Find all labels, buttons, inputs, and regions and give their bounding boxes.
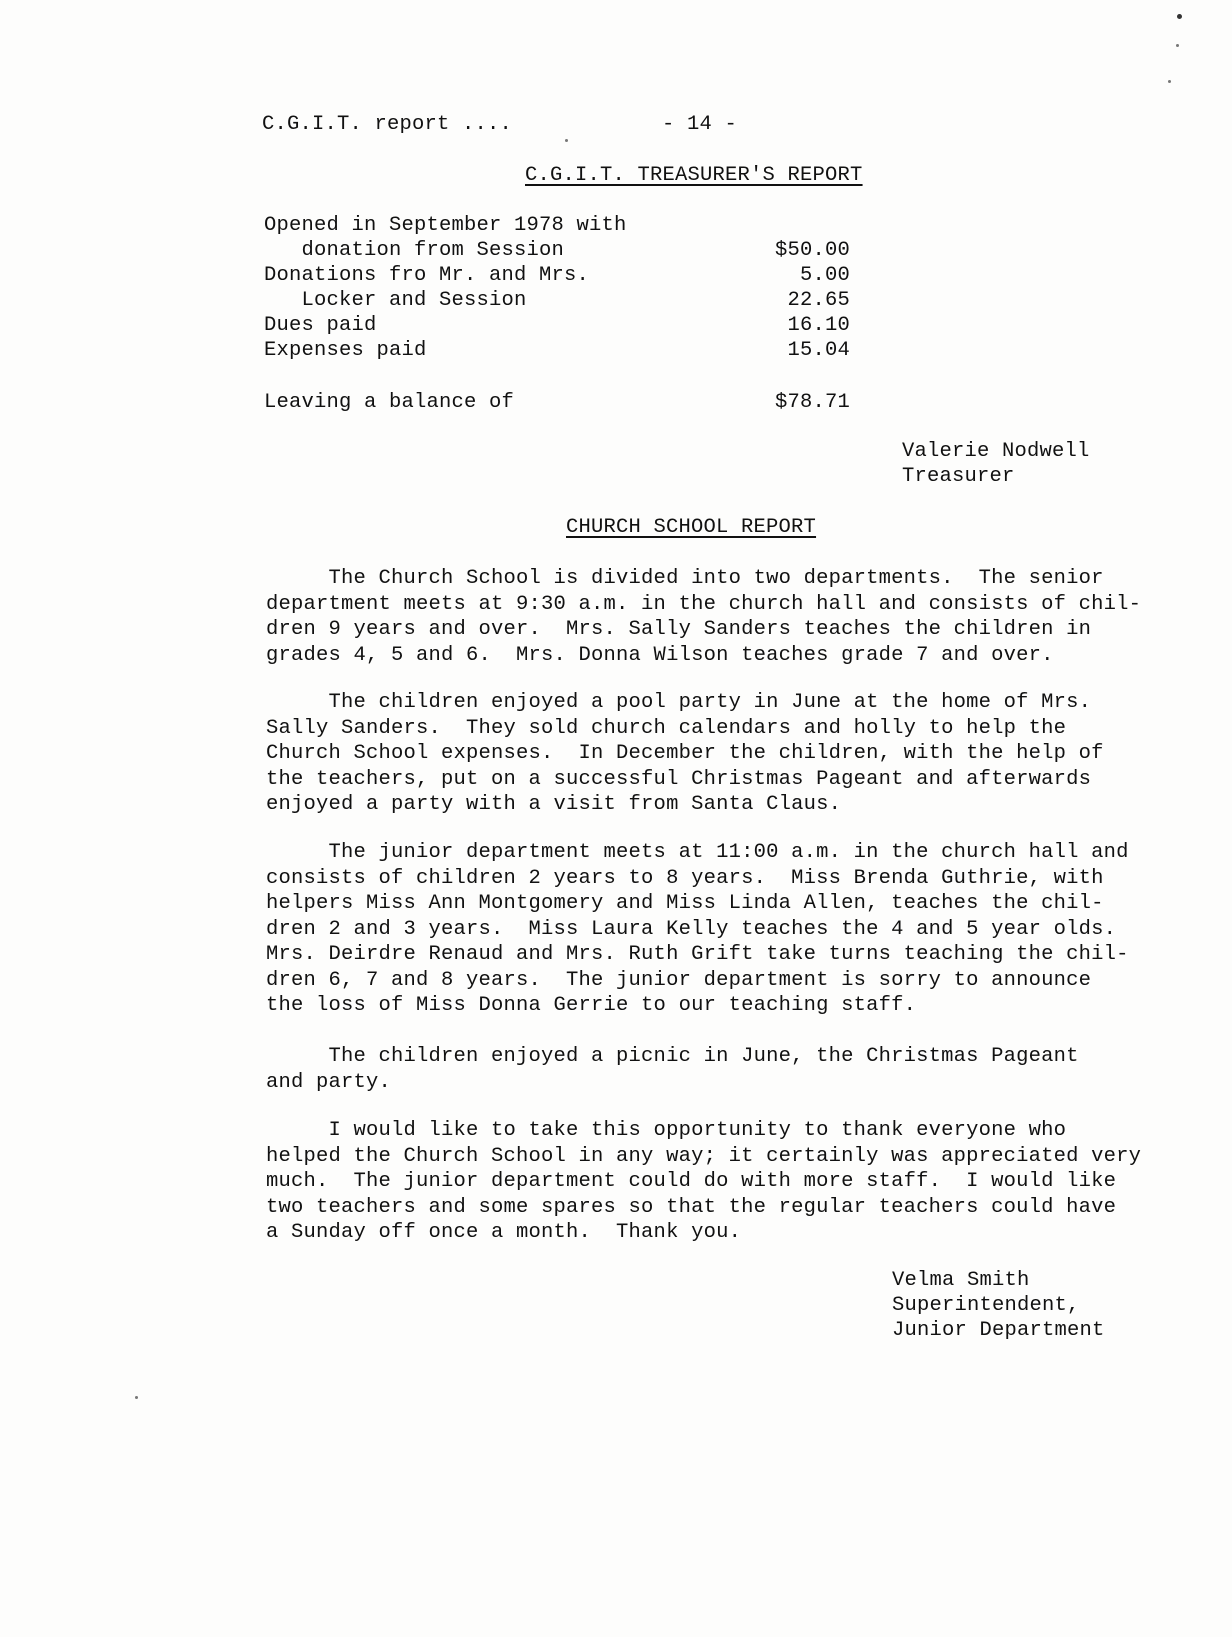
- balance-amount: $78.71: [774, 391, 850, 414]
- paragraph-line: and party.: [266, 1070, 392, 1094]
- treasurer-signature-title: Treasurer: [902, 465, 1015, 488]
- ledger-label: Donations fro Mr. and Mrs.: [264, 264, 590, 287]
- ledger-label: Locker and Session: [264, 289, 527, 312]
- ledger-label: Expenses paid: [264, 339, 427, 362]
- ledger-label: Dues paid: [264, 314, 377, 337]
- paragraph-line: department meets at 9:30 a.m. in the church hall and consists of chil-: [266, 592, 1142, 616]
- paragraph-line: The children enjoyed a pool party in June at the home of Mrs.: [266, 691, 1092, 714]
- scan-speck: [1177, 14, 1182, 19]
- scan-speck: [565, 139, 568, 142]
- superintendent-signature-department: Junior Department: [892, 1319, 1105, 1342]
- report-paragraph: [266, 690, 1166, 818]
- ledger-amount: 5.00: [799, 264, 850, 287]
- report-paragraph: [266, 566, 1166, 668]
- paragraph-line: grades 4, 5 and 6. Mrs. Donna Wilson teaches grade 7 and over.: [266, 643, 1054, 667]
- ledger-amount: 22.65: [787, 289, 850, 312]
- header-report-label: C.G.I.T. report ....: [262, 113, 513, 136]
- paragraph-line: helpers Miss Ann Montgomery and Miss Linda Allen, teaches the chil-: [266, 892, 1104, 915]
- paragraph-line: consists of children 2 years to 8 years. Miss Brenda Guthrie, with: [266, 866, 1104, 890]
- treasurer-signature-name: Valerie Nodwell: [902, 440, 1090, 463]
- paragraph-line: dren 9 years and over. Mrs. Sally Sanders teaches the children in: [266, 618, 1092, 641]
- paragraph-line: Mrs. Deirdre Renaud and Mrs. Ruth Grift take turns teaching the chil-: [266, 943, 1129, 966]
- paragraph-line: the teachers, put on a successful Christmas Pageant and afterwards: [266, 767, 1092, 791]
- report-paragraph: [266, 1044, 1166, 1095]
- scan-speck: [1176, 44, 1179, 47]
- paragraph-line: enjoyed a party with a visit from Santa Claus.: [266, 793, 842, 816]
- paragraph-line: The Church School is divided into two departments. The senior: [266, 567, 1104, 590]
- paragraph-line: The junior department meets at 11:00 a.m. in the church hall and: [266, 841, 1129, 864]
- report-paragraph: [266, 840, 1166, 1019]
- paragraph-line: two teachers and some spares so that the regular teachers could have: [266, 1195, 1117, 1219]
- ledger-amount: $50.00: [774, 239, 850, 262]
- scan-speck: [135, 1396, 138, 1399]
- superintendent-signature-name: Velma Smith: [892, 1269, 1030, 1292]
- paragraph-line: dren 6, 7 and 8 years. The junior department is sorry to announce: [266, 968, 1092, 992]
- ledger-amount: 16.10: [787, 314, 850, 337]
- paragraph-line: helped the Church School in any way; it certainly was appreciated very: [266, 1144, 1142, 1168]
- superintendent-signature-title: Superintendent,: [892, 1294, 1080, 1317]
- balance-label: Leaving a balance of: [264, 391, 515, 414]
- ledger-label: Opened in September 1978 with: [264, 214, 627, 237]
- scan-speck: [1168, 80, 1171, 83]
- paragraph-line: Sally Sanders. They sold church calendars and holly to help the: [266, 716, 1067, 740]
- ledger-label: donation from Session: [264, 239, 565, 262]
- paragraph-line: dren 2 and 3 years. Miss Laura Kelly teaches the 4 and 5 year olds.: [266, 917, 1117, 941]
- paragraph-line: the loss of Miss Donna Gerrie to our teaching staff.: [266, 994, 917, 1017]
- treasurer-report-title: C.G.I.T. TREASURER'S REPORT: [525, 164, 863, 187]
- paragraph-line: much. The junior department could do with more staff. I would like: [266, 1170, 1117, 1193]
- church-school-report-title: CHURCH SCHOOL REPORT: [566, 516, 817, 539]
- ledger-amount: 15.04: [787, 339, 850, 362]
- report-paragraph: [266, 1118, 1166, 1246]
- paragraph-line: I would like to take this opportunity to thank everyone who: [266, 1119, 1067, 1142]
- page-number: - 14 -: [662, 113, 738, 136]
- paragraph-line: Church School expenses. In December the children, with the help of: [266, 742, 1104, 765]
- paragraph-line: a Sunday off once a month. Thank you.: [266, 1221, 742, 1244]
- paragraph-line: The children enjoyed a picnic in June, the Christmas Pageant: [266, 1045, 1079, 1068]
